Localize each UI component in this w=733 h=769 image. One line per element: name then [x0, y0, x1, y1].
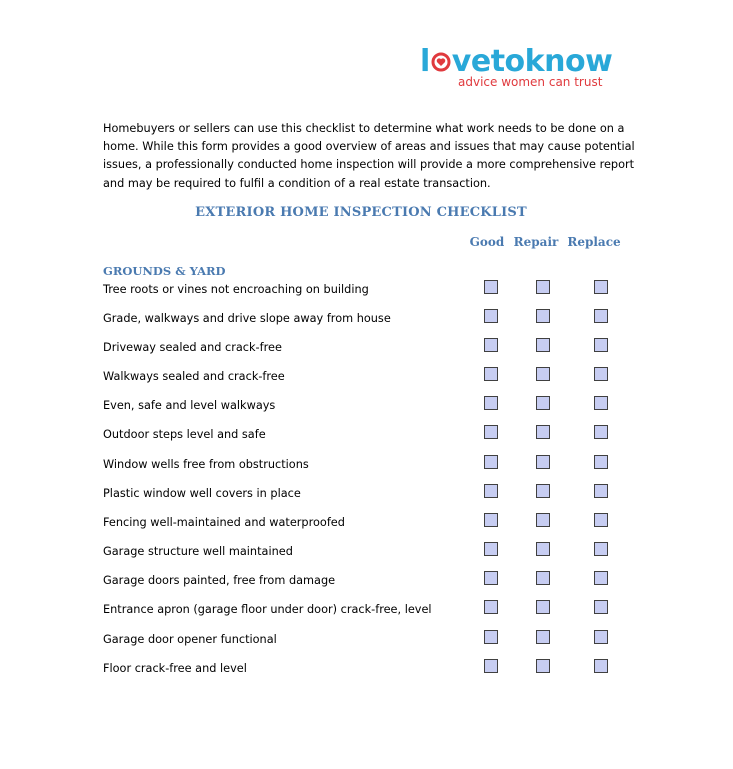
checklist-row: [0, 369, 733, 389]
column-header-good: Good: [469, 235, 505, 249]
section-heading: GROUNDS & YARD: [103, 264, 226, 278]
checkbox-repair[interactable]: [536, 425, 550, 439]
checkbox-repair[interactable]: [536, 484, 550, 498]
checkbox-good[interactable]: [484, 542, 498, 556]
checkbox-repair[interactable]: [536, 630, 550, 644]
checklist-item-label: Garage structure well maintained: [103, 545, 293, 558]
checkbox-repair[interactable]: [536, 396, 550, 410]
checkbox-repair[interactable]: [536, 309, 550, 323]
checklist-item-label: Entrance apron (garage floor under door) crack-free, level: [103, 603, 432, 616]
checkbox-repair[interactable]: [536, 513, 550, 527]
checkbox-repair[interactable]: [536, 280, 550, 294]
checkbox-replace[interactable]: [594, 280, 608, 294]
checklist-row: [0, 282, 733, 302]
checklist-item-label: Fencing well-maintained and waterproofed: [103, 516, 345, 529]
checkbox-repair[interactable]: [536, 542, 550, 556]
checklist-item-label: Grade, walkways and drive slope away from house: [103, 312, 391, 325]
checkbox-replace[interactable]: [594, 542, 608, 556]
checkbox-good[interactable]: [484, 396, 498, 410]
checkbox-replace[interactable]: [594, 630, 608, 644]
checkbox-replace[interactable]: [594, 659, 608, 673]
checkbox-good[interactable]: [484, 309, 498, 323]
checklist-item-label: Driveway sealed and crack-free: [103, 341, 282, 354]
lovetoknow-logo: [420, 44, 620, 94]
checkbox-repair[interactable]: [536, 455, 550, 469]
checkbox-good[interactable]: [484, 367, 498, 381]
checklist-row: [0, 340, 733, 360]
checkbox-repair[interactable]: [536, 600, 550, 614]
checkbox-repair[interactable]: [536, 338, 550, 352]
logo-tagline: advice women can trust: [458, 75, 603, 89]
checkbox-repair[interactable]: [536, 659, 550, 673]
checkbox-good[interactable]: [484, 280, 498, 294]
checklist-item-label: Even, safe and level walkways: [103, 399, 276, 412]
checklist-item-label: Garage door opener functional: [103, 633, 277, 646]
checkbox-good[interactable]: [484, 513, 498, 527]
checklist-item-label: Floor crack-free and level: [103, 662, 247, 675]
checkbox-replace[interactable]: [594, 484, 608, 498]
checkbox-good[interactable]: [484, 338, 498, 352]
heart-icon: [431, 50, 451, 72]
checklist-row: [0, 661, 733, 681]
checkbox-good[interactable]: [484, 484, 498, 498]
checkbox-replace[interactable]: [594, 600, 608, 614]
checkbox-replace[interactable]: [594, 309, 608, 323]
checklist-item-label: Plastic window well covers in place: [103, 487, 301, 500]
checklist-row: [0, 602, 733, 622]
logo-wordmark-rest: vetoknow: [451, 44, 613, 79]
column-header-replace: Replace: [567, 235, 621, 249]
checkbox-replace[interactable]: [594, 367, 608, 381]
column-header-repair: Repair: [513, 235, 559, 249]
checkbox-good[interactable]: [484, 659, 498, 673]
checkbox-good[interactable]: [484, 600, 498, 614]
checklist-row: [0, 398, 733, 418]
checkbox-replace[interactable]: [594, 425, 608, 439]
checklist-item-label: Outdoor steps level and safe: [103, 428, 266, 441]
checkbox-replace[interactable]: [594, 455, 608, 469]
logo-letter-l: l: [420, 44, 430, 79]
checkbox-repair[interactable]: [536, 571, 550, 585]
checkbox-good[interactable]: [484, 630, 498, 644]
checkbox-replace[interactable]: [594, 571, 608, 585]
checkbox-replace[interactable]: [594, 396, 608, 410]
checklist-row: [0, 544, 733, 564]
checklist-item-label: Garage doors painted, free from damage: [103, 574, 336, 587]
intro-paragraph: Homebuyers or sellers can use this checklist to determine what work needs to be done on a home. While this form provides a good overview of areas and issues that may cause potential issues, a professionally conducted home inspection will provide a more comprehensive report and may be required to fulfil a condition of a real estate transaction.: [103, 122, 635, 190]
checklist-row: [0, 311, 733, 331]
checklist-row: [0, 486, 733, 506]
checkbox-good[interactable]: [484, 425, 498, 439]
checklist-item-label: Walkways sealed and crack-free: [103, 370, 285, 383]
checklist-item-label: Tree roots or vines not encroaching on building: [103, 283, 369, 296]
checklist-row: [0, 573, 733, 593]
checkbox-good[interactable]: [484, 571, 498, 585]
checkbox-good[interactable]: [484, 455, 498, 469]
checklist-title: EXTERIOR HOME INSPECTION CHECKLIST: [195, 205, 527, 220]
checklist-row: [0, 427, 733, 447]
checkbox-repair[interactable]: [536, 367, 550, 381]
checklist-row: [0, 632, 733, 652]
checkbox-replace[interactable]: [594, 513, 608, 527]
checklist-row: [0, 515, 733, 535]
checkbox-replace[interactable]: [594, 338, 608, 352]
checklist-row: [0, 457, 733, 477]
checklist-item-label: Window wells free from obstructions: [103, 458, 309, 471]
